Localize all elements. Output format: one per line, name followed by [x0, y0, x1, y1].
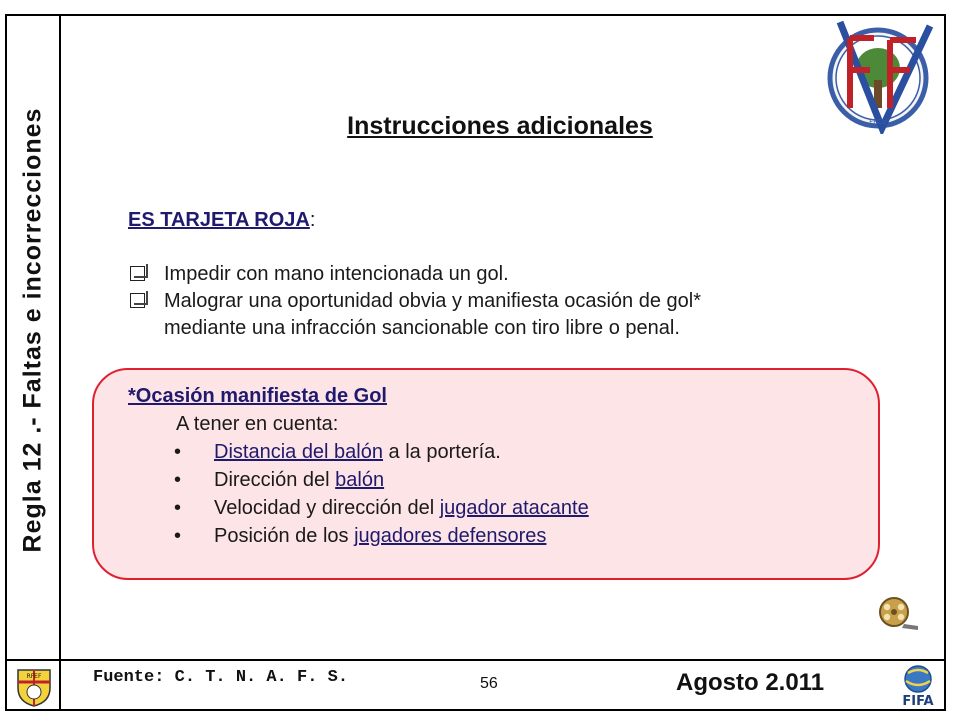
- side-title: Regla 12 .- Faltas e incorrecciones: [18, 107, 47, 553]
- footer-source: Fuente: C. T. N. A. F. S.: [93, 668, 349, 687]
- red-card-section: [128, 207, 888, 342]
- footer-divider: [5, 659, 946, 661]
- film-reel-icon[interactable]: [876, 596, 920, 632]
- item-underlined: jugadores defensores: [354, 525, 547, 547]
- item-underlined: Distancia del balón: [214, 441, 383, 463]
- page-title: Instrucciones adicionales: [347, 112, 653, 140]
- red-card-colon: :: [309, 209, 316, 231]
- fifa-logo: [892, 663, 944, 709]
- box-intro: A tener en cuenta:: [176, 413, 339, 435]
- list-item: [128, 466, 868, 494]
- list-item: [128, 494, 868, 522]
- list-item-continuation: [128, 315, 888, 342]
- bullet-text: Impedir con mano intencionada un gol.: [164, 263, 509, 285]
- list-item: [128, 261, 888, 288]
- box-title: *Ocasión manifiesta de Gol: [128, 385, 387, 407]
- bullet-dot: •: [174, 469, 182, 491]
- ffcv-logo-text: FFCV: [869, 118, 887, 126]
- item-prefix: Dirección del: [214, 469, 336, 491]
- bullet-dot: •: [174, 497, 182, 519]
- list-item: [128, 522, 868, 550]
- bullet-text: Malograr una oportunidad obvia y manifiesta ocasión de gol*: [164, 290, 702, 312]
- rfef-logo-text: RFEF: [26, 673, 42, 680]
- page-number: 56: [480, 675, 498, 692]
- rfef-logo: [12, 664, 56, 708]
- bullet-text: mediante una infracción sancionable con tiro libre o penal.: [164, 317, 680, 339]
- checkbox-bullet-icon: [130, 266, 145, 281]
- item-rest: a la portería.: [383, 441, 501, 463]
- list-item: [128, 288, 888, 315]
- bullet-dot: •: [174, 441, 182, 463]
- checkbox-bullet-icon: [130, 293, 145, 308]
- red-card-label: ES TARJETA ROJA: [128, 209, 310, 231]
- footer-date: Agosto 2.011: [676, 669, 825, 696]
- bullet-dot: •: [174, 525, 182, 547]
- fifa-logo-text: FIFA: [902, 694, 934, 709]
- item-underlined: jugador atacante: [439, 497, 589, 519]
- goal-opportunity-content: [128, 382, 868, 550]
- item-prefix: Velocidad y dirección del: [214, 497, 440, 519]
- item-prefix: Posición de los: [214, 525, 355, 547]
- item-underlined: balón: [335, 469, 385, 491]
- red-card-label-line: [128, 207, 888, 234]
- list-item: [128, 438, 868, 466]
